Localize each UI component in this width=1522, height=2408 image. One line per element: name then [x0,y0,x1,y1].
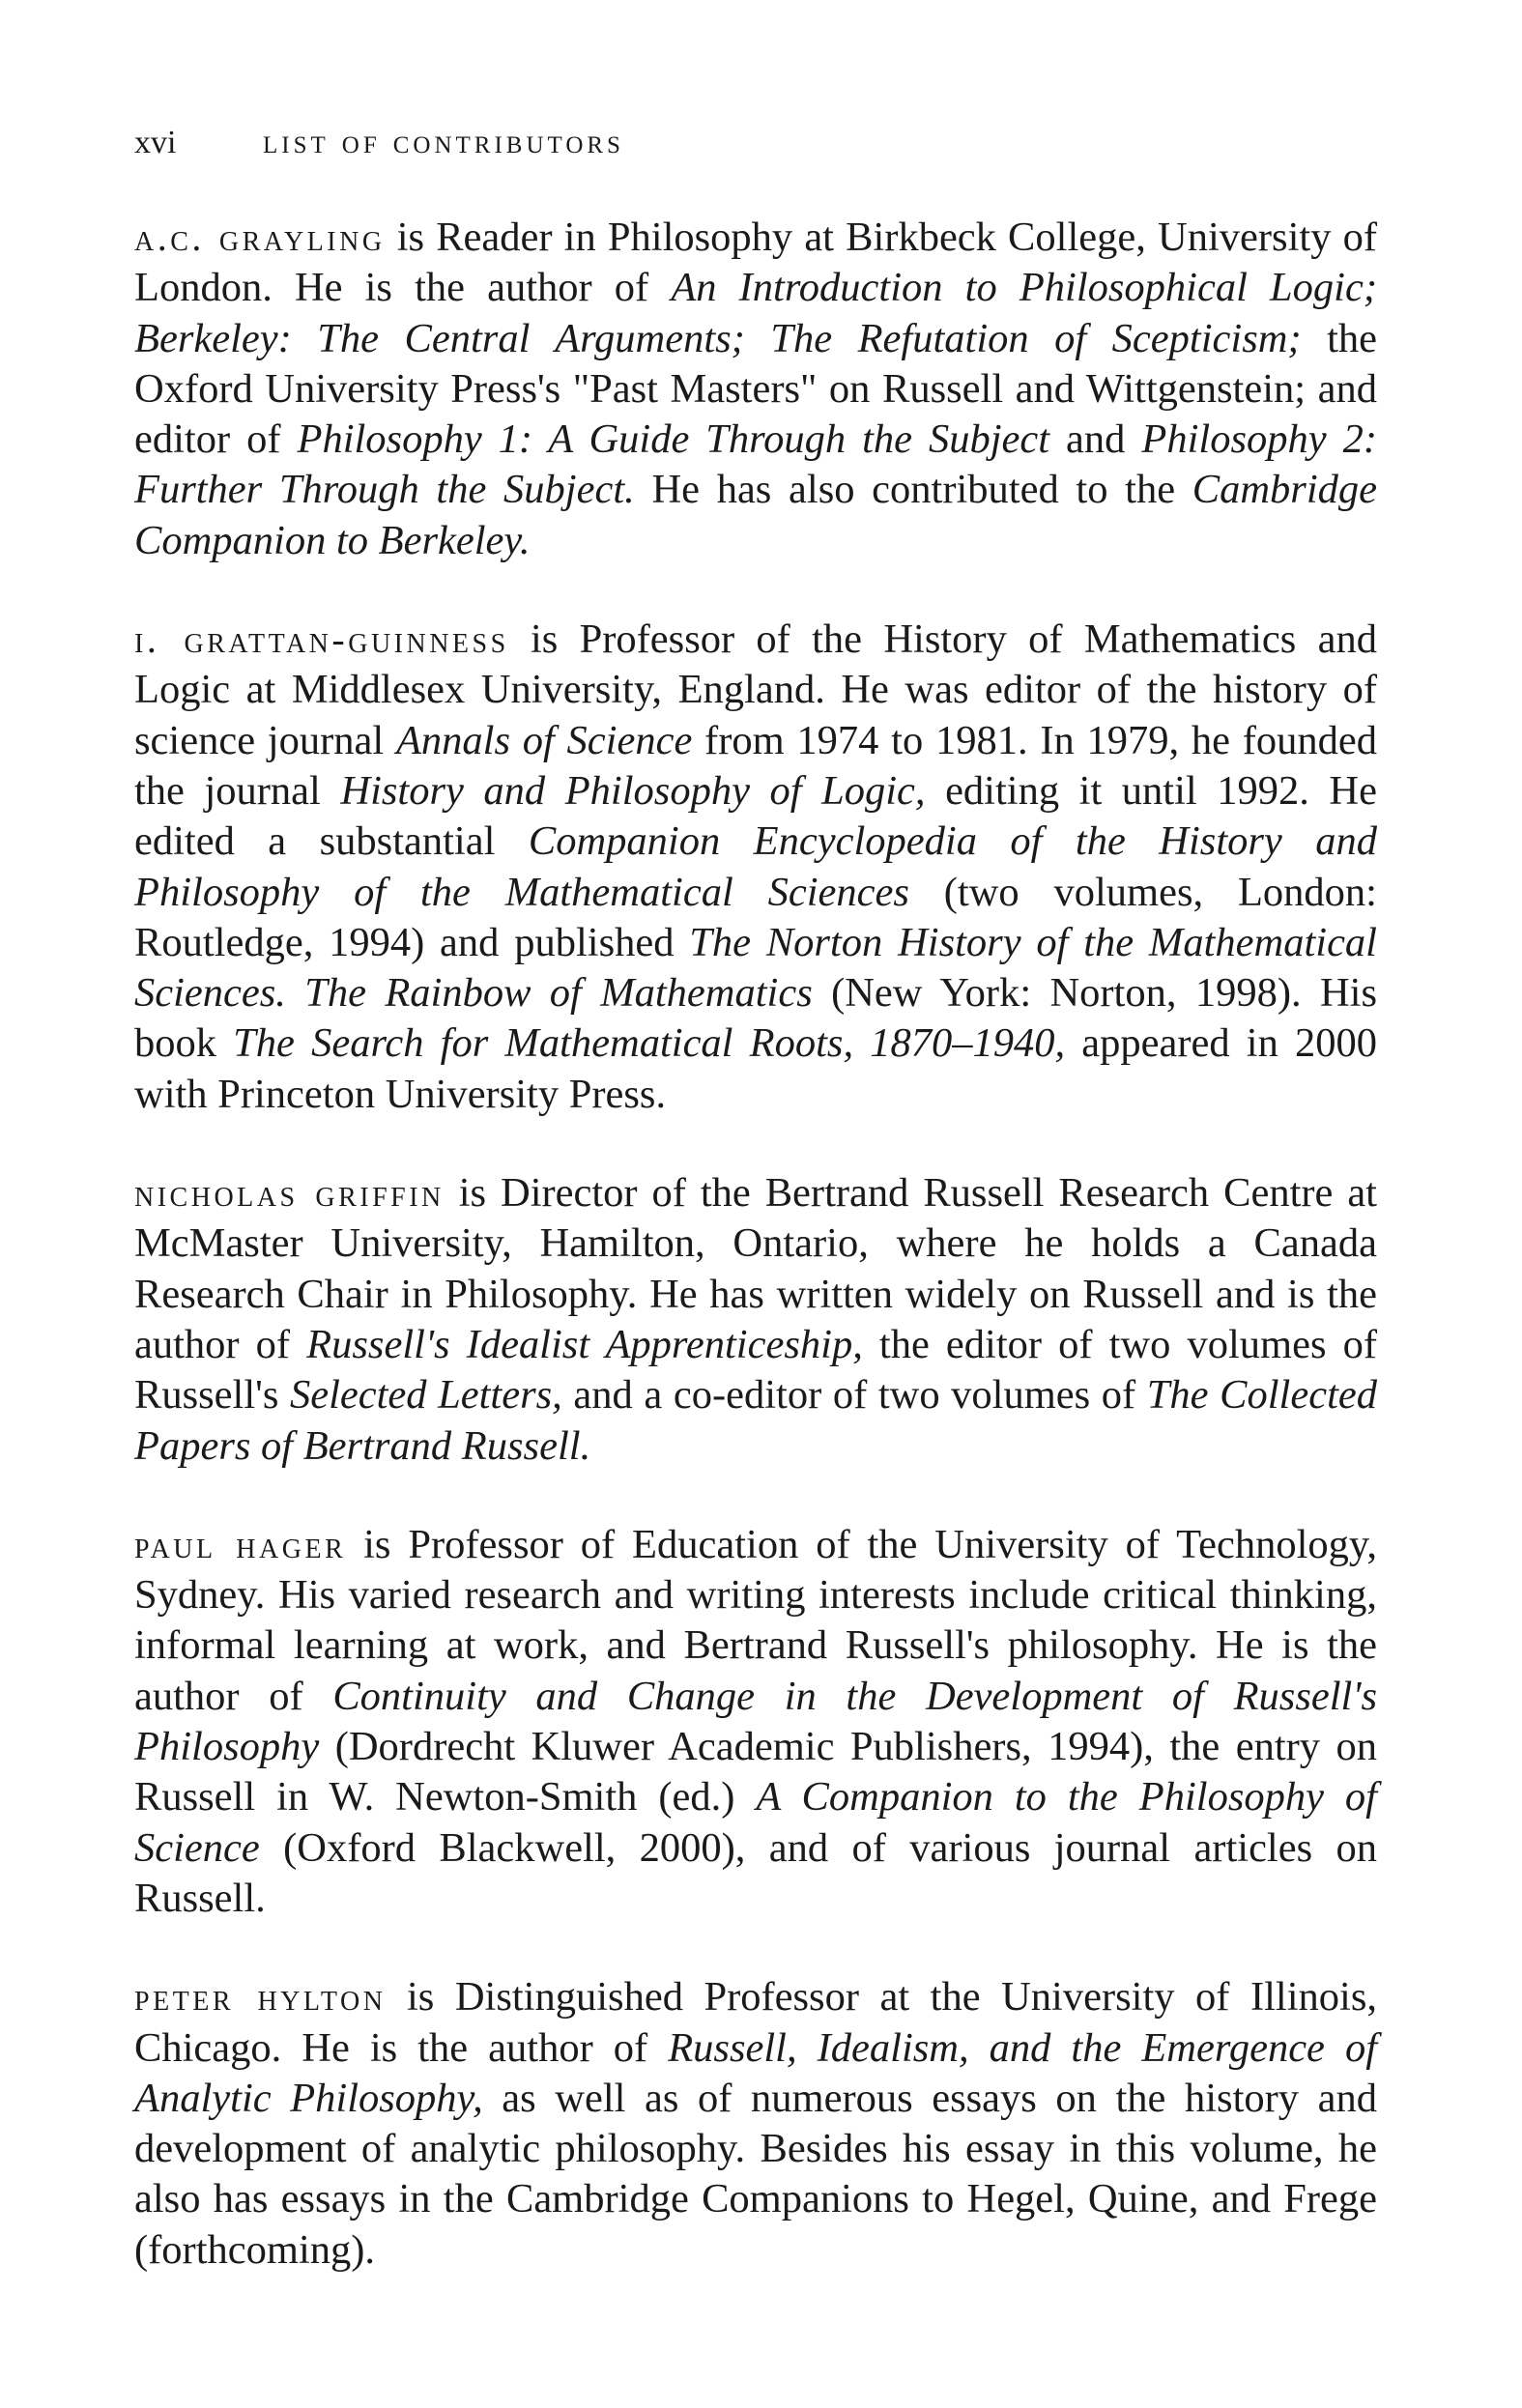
bio-text: (two volumes, London: Routledge, 1994) and published [134,869,1377,965]
book-page [134,112,1377,2324]
book-title: History and Philosophy of Logic, [340,767,926,814]
bio-text: is Professor of Education of the University of Technology, Sydney. His varied research and writing interests include critical thinking, informal learning at work, and Bertrand Russell's philosophy. He is the author of [134,1521,1377,1719]
book-title: An Introduction to Philosophical Logic; Berkeley: The Central Arguments; The Refutation of Scepticism; [134,265,1377,361]
contributor-entry [134,1520,1377,1924]
book-title: The Collected Papers of Bertrand Russell. [134,1372,1377,1469]
book-title: Russell's Idealist Apprenticeship, [306,1321,863,1367]
book-title: Annals of Science [395,717,693,763]
bio-text: is Director of the Bertrand Russell Research Centre at McMaster University, Hamilton, Ontario, where he holds a Canada Research Chair in Philosophy. He has written widely on Russell and is the author of [134,1170,1377,1367]
book-title: Continuity and Change in the Development of Russell's Philosophy [134,1673,1377,1770]
contributor-entry [134,1168,1377,1472]
book-title: The Norton History of the Mathematical Sciences. The Rainbow of Mathematics [134,919,1377,1017]
bio-text: and a co-editor of two volumes of [561,1372,1147,1419]
book-title: Cambridge Companion to Berkeley. [134,467,1378,563]
book-title: The Search for Mathematical Roots, 1870–1940, [233,1020,1066,1067]
bio-text: is Professor of the History of Mathematics and Logic at Middlesex University, England. He was editor of the history of science journal [134,616,1377,763]
contributor-name: a.c. grayling [134,215,386,259]
bio-text: (Dordrecht Kluwer Academic Publishers, 1994), the entry on Russell in W. Newton-Smith (ed.) [134,1724,1377,1820]
contributor-entry [134,615,1377,1120]
bio-text: from 1974 to 1981. In 1979, he founded the journal [134,717,1377,814]
bio-text: the Oxford University Press's "Past Masters" on Russell and Wittgenstein; and editor of [134,315,1377,463]
bio-text: (New York: Norton, 1998). His book [134,970,1377,1067]
contributor-name: nicholas griffin [134,1171,445,1216]
book-title: Companion Encyclopedia of the History and Philosophy of the Mathematical Sciences [134,818,1377,915]
contributor-name: paul hager [134,1522,347,1566]
bio-text: He has also contributed to the [634,467,1192,513]
bio-text: and [1049,416,1142,463]
contributor-entry [134,1972,1377,2276]
running-head [134,112,1377,170]
contributor-name: i. grattan-guinness [134,617,509,662]
page-number: xvi [134,125,177,160]
section-title: list of contributors [263,122,624,160]
bio-text: is Reader in Philosophy at Birkbeck College, University of London. He is the author of [134,215,1377,311]
contributor-name: peter hylton [134,1975,387,2020]
bio-text: as well as of numerous essays on the history and development of analytic philosophy. Besides his essay in this volume, he also has essays in the Cambridge Companions to Hegel, Quine, and Frege (forthcoming). [134,2075,1378,2273]
book-title: A Companion to the Philosophy of Science [134,1774,1377,1871]
contributor-entry [134,213,1377,566]
bio-text: (Oxford Blackwell, 2000), and of various journal articles on Russell. [134,1824,1377,1921]
contributor-list [134,213,1377,2276]
bio-text: is Distinguished Professor at the University of Illinois, Chicago. He is the author of [134,1974,1378,2071]
bio-text: the editor of two volumes of Russell's [134,1321,1377,1419]
book-title: Philosophy 2: Further Through the Subject. [134,416,1377,513]
bio-text: appeared in 2000 with Princeton University Press. [134,1020,1378,1117]
bio-text: editing it until 1992. He edited a substantial [134,767,1377,865]
book-title: Selected Letters, [289,1372,562,1419]
book-title: Philosophy 1: A Guide Through the Subject [297,416,1050,463]
book-title: Russell, Idealism, and the Emergence of Analytic Philosophy, [134,2024,1377,2121]
